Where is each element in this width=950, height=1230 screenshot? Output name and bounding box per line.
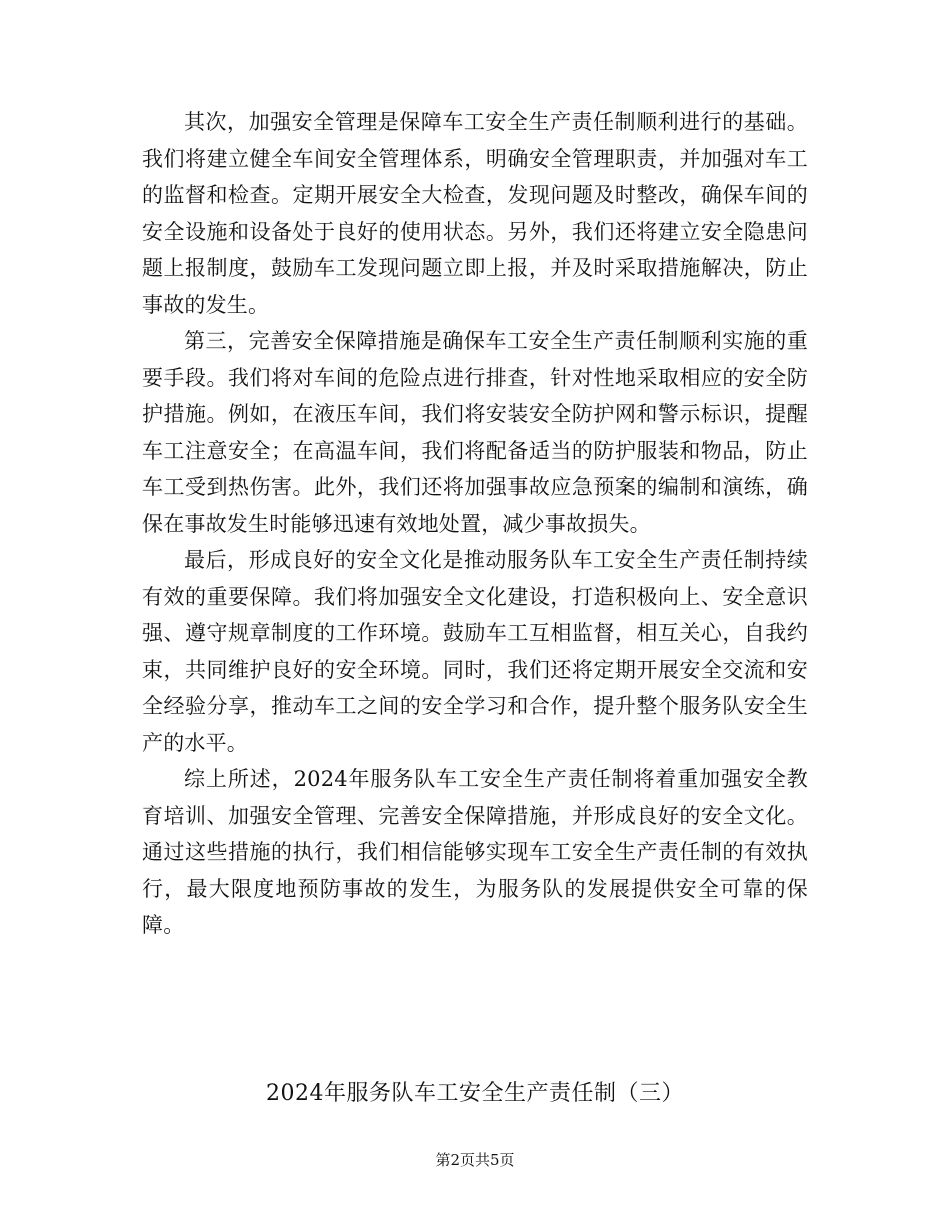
paragraph-management: 其次，加强安全管理是保障车工安全生产责任制顺利进行的基础。我们将建立健全车间安全管理体系，明确安全管理职责，并加强对车工的监督和检查。定期开展安全大检查，发现问题及时整改，确保车间的安全设施和设备处于良好的使用状态。另外，我们还将建立安全隐患问题上报制度，鼓励车工发现问题立即上报，并及时采取措施解决，防止事故的发生。 <box>142 110 808 317</box>
paragraph-summary: 综上所述，2024年服务队车工安全生产责任制将着重加强安全教育培训、加强安全管理、完善安全保障措施，并形成良好的安全文化。通过这些措施的执行，我们相信能够实现车工安全生产责任制的有效执行，最大限度地预防事故的发生，为服务队的发展提供安全可靠的保障。 <box>142 767 808 937</box>
page-footer: 第2页共5页 <box>435 1151 515 1169</box>
paragraph-safety-measures: 第三，完善安全保障措施是确保车工安全生产责任制顺利实施的重要手段。我们将对车间的危险点进行排查，针对性地采取相应的安全防护措施。例如，在液压车间，我们将安装安全防护网和警示标识，提醒车工注意安全；在高温车间，我们将配备适当的防护服装和物品，防止车工受到热伤害。此外，我们还将加强事故应急预案的编制和演练，确保在事故发生时能够迅速有效地处置，减少事故损失。 <box>142 329 808 536</box>
paragraph-safety-culture: 最后，形成良好的安全文化是推动服务队车工安全生产责任制持续有效的重要保障。我们将加强安全文化建设，打造积极向上、安全意识强、遵守规章制度的工作环境。鼓励车工互相监督，相互关心，自我约束，共同维护良好的安全环境。同时，我们还将定期开展安全交流和安全经验分享，推动车工之间的安全学习和合作，提升整个服务队安全生产的水平。 <box>142 548 808 755</box>
section-title: 2024年服务队车工安全生产责任制（三） <box>266 1081 684 1106</box>
body-text <box>142 104 808 944</box>
